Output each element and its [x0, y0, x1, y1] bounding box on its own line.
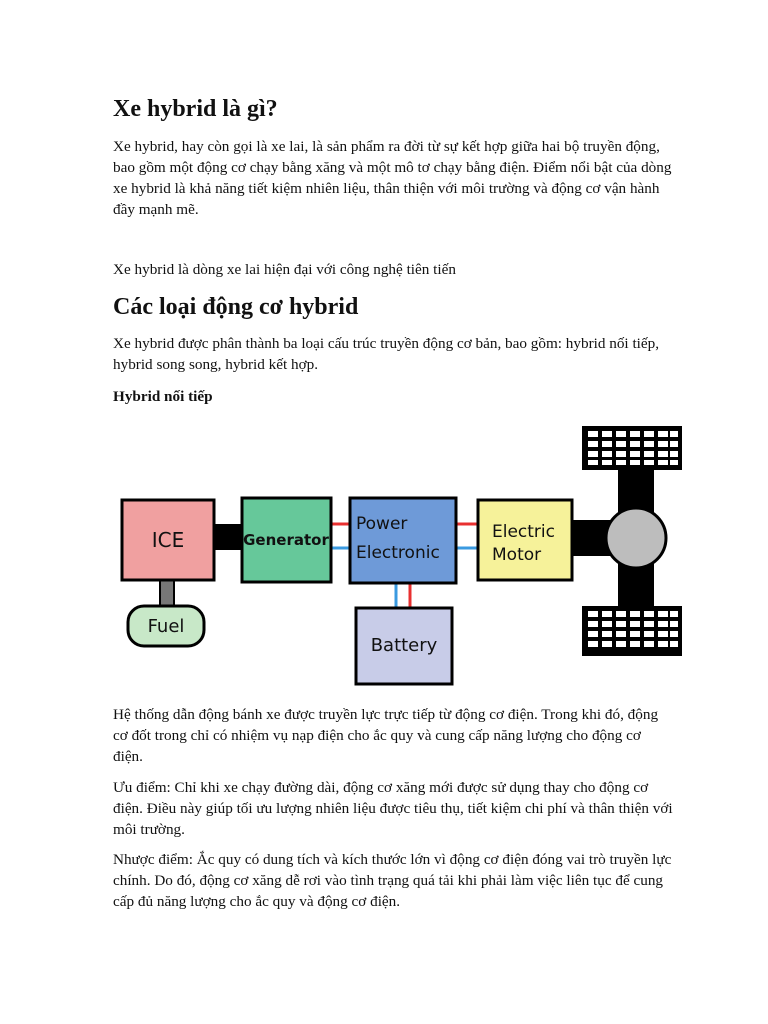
power-label-line1: Power [356, 514, 408, 534]
battery-label: Battery [370, 635, 438, 656]
generator-label: Generator [243, 531, 329, 549]
intro-paragraph: Xe hybrid, hay còn gọi là xe lai, là sản phẩm ra đời từ sự kết hợp giữa hai bộ truyền động, bao gồm một động cơ chạy bằng xăng và một mô tơ chạy bằng điện. Điểm nổi bật của dòng xe hybrid là khả năng tiết kiệm nhiên liệu, thân thiện với môi trường và động cơ vận hành đầy mạnh mẽ. [113, 138, 672, 218]
power-label-line2: Electronic [356, 543, 440, 563]
series-description-paragraph: Hệ thống dẫn động bánh xe được truyền lực trực tiếp từ động cơ điện. Trong khi đó, động cơ đốt trong chỉ có nhiệm vụ nạp điện cho ắc quy và cung cấp năng lượng cho động cơ điện. [113, 706, 659, 765]
motor-label-line1: Electric [492, 522, 555, 542]
fuel-label: Fuel [147, 616, 185, 637]
wheel-bottom-icon [582, 606, 682, 656]
ice-label: ICE [151, 528, 185, 552]
wheel-hub [606, 508, 666, 568]
wheel-top-icon [582, 426, 682, 470]
subheading-series-hybrid: Hybrid nối tiếp [113, 388, 213, 405]
types-paragraph: Xe hybrid được phân thành ba loại cấu trúc truyền động cơ bản, bao gồm: hybrid nối tiếp, hybrid song song, hybrid kết hợp. [113, 335, 660, 373]
heading-what-is-hybrid: Xe hybrid là gì? [113, 96, 278, 122]
fuel-pipe [160, 580, 174, 606]
ice-generator-shaft [214, 524, 242, 550]
pros-paragraph: Ưu điểm: Chỉ khi xe chạy đường dài, động cơ xăng mới được sử dụng thay cho động cơ điện. Điều này giúp tối ưu lượng nhiên liệu được tiêu thụ, tiết kiệm chi phí và thân thiện với môi trường. [113, 779, 673, 838]
image-caption: Xe hybrid là dòng xe lai hiện đại với công nghệ tiên tiến [113, 261, 456, 278]
heading-hybrid-types: Các loại động cơ hybrid [113, 294, 359, 320]
power-electronic-block [350, 498, 456, 583]
cons-paragraph: Nhược điểm: Ắc quy có dung tích và kích thước lớn vì động cơ điện đóng vai trò truyền lực chính. Do đó, động cơ xăng dễ rơi vào tình trạng quá tải khi phải làm việc liên tục để cung cấp đủ năng lượng cho ắc quy và động cơ điện. [113, 851, 672, 910]
series-hybrid-diagram [118, 420, 690, 690]
motor-label-line2: Motor [492, 545, 542, 565]
